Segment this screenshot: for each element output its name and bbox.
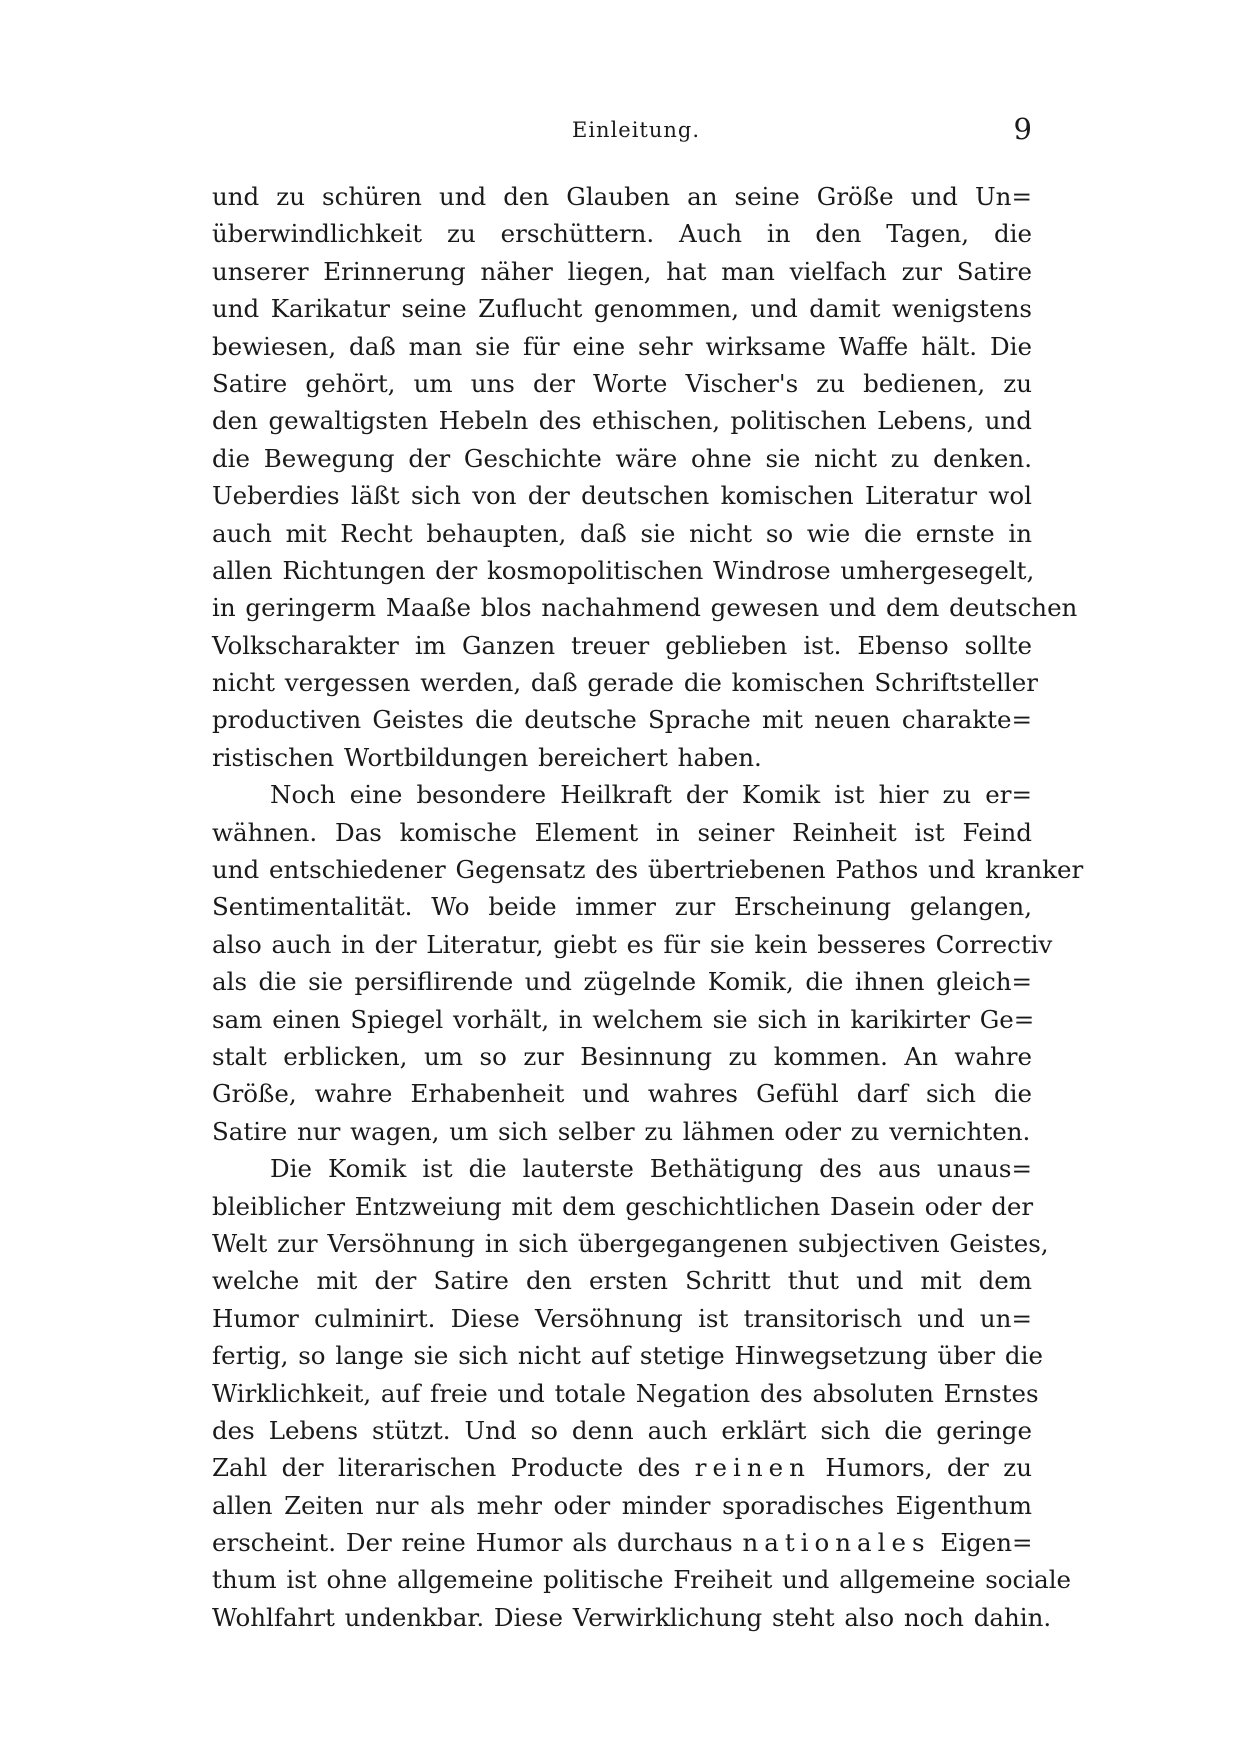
text-line: stalt erblicken, um so zur Besinnung zu kommen. An wahre [212, 1041, 1032, 1071]
text-line [212, 1524, 1032, 1561]
page-number: 9 [1013, 112, 1032, 146]
chapter-title: Einleitung. [572, 118, 701, 142]
text-line: überwindlichkeit zu erschüttern. Auch in den Tagen, die [212, 219, 1032, 249]
emphasized-word: nationales [742, 1528, 931, 1558]
text-run: Zahl der literarischen Producte des [212, 1453, 695, 1483]
text-line: bleiblicher Entzweiung mit dem geschichtlichen Dasein oder der [212, 1191, 1034, 1221]
text-line: thum ist ohne allgemeine politische Freiheit und allgemeine sociale [212, 1565, 1072, 1595]
text-line: bewiesen, daß man sie für eine sehr wirksame Waffe hält. Die [212, 331, 1032, 361]
text-line: unserer Erinnerung näher liegen, hat man vielfach zur Satire [212, 256, 1032, 286]
text-line: auch mit Recht behaupten, daß sie nicht so wie die ernste in [212, 518, 1032, 548]
text-line: Welt zur Versöhnung in sich übergegangenen subjectiven Geistes, [212, 1228, 1049, 1258]
text-line: Größe, wahre Erhabenheit und wahres Gefühl darf sich die [212, 1079, 1032, 1109]
text-line: Satire gehört, um uns der Worte Vischer's zu bedienen, zu [212, 368, 1032, 398]
text-line: Volkscharakter im Ganzen treuer geblieben ist. Ebenso sollte [212, 630, 1032, 660]
text-run: erscheint. Der reine Humor als durchaus [212, 1528, 743, 1558]
text-line: als die sie persiflirende und zügelnde Komik, die ihnen gleich= [212, 967, 1032, 997]
text-line: den gewaltigsten Hebeln des ethischen, politischen Lebens, und [212, 406, 1032, 436]
text-line: in geringerm Maaße blos nachahmend gewesen und dem deutschen [212, 593, 1078, 623]
text-line: ristischen Wortbildungen bereichert haben. [212, 742, 762, 772]
text-line: also auch in der Literatur, giebt es für sie kein besseres Correctiv [212, 929, 1053, 959]
text-line [212, 1449, 1032, 1486]
text-line: allen Zeiten nur als mehr oder minder sporadisches Eigenthum [212, 1490, 1032, 1520]
text-line: Noch eine besondere Heilkraft der Komik ist hier zu er= [270, 780, 1032, 810]
text-line: Die Komik ist die lauterste Bethätigung des aus unaus= [270, 1154, 1032, 1184]
text-line: sam einen Spiegel vorhält, in welchem sie sich in karikirter Ge= [212, 1004, 1035, 1034]
text-line: nicht vergessen werden, daß gerade die komischen Schriftsteller [212, 668, 1038, 698]
text-run: Eigen= [930, 1528, 1033, 1558]
text-line: Sentimentalität. Wo beide immer zur Erscheinung gelangen, [212, 892, 1032, 922]
text-line: wähnen. Das komische Element in seiner Reinheit ist Feind [212, 817, 1032, 847]
text-line: des Lebens stützt. Und so denn auch erklärt sich die geringe [212, 1415, 1032, 1445]
text-line: allen Richtungen der kosmopolitischen Windrose umhergesegelt, [212, 555, 1035, 585]
text-line: und entschiedener Gegensatz des übertriebenen Pathos und kranker [212, 855, 1084, 885]
text-line: die Bewegung der Geschichte wäre ohne sie nicht zu denken. [212, 443, 1032, 473]
text-line: Ueberdies läßt sich von der deutschen komischen Literatur wol [212, 481, 1032, 511]
text-line: fertig, so lange sie sich nicht auf stetige Hinwegsetzung über die [212, 1341, 1043, 1371]
text-line: Wirklichkeit, auf freie und totale Negation des absoluten Ernstes [212, 1378, 1039, 1408]
body-text [212, 178, 1084, 1636]
running-header [212, 112, 1032, 152]
text-line: und Karikatur seine Zuflucht genommen, und damit wenigstens [212, 294, 1032, 324]
emphasized-word: reinen [694, 1453, 811, 1483]
text-line: welche mit der Satire den ersten Schritt thut und mit dem [212, 1266, 1032, 1296]
text-line: Humor culminirt. Diese Versöhnung ist transitorisch und un= [212, 1303, 1032, 1333]
text-line: Wohlfahrt undenkbar. Diese Verwirklichung steht also noch dahin. [212, 1602, 1052, 1632]
text-line: und zu schüren und den Glauben an seine Größe und Un= [212, 182, 1032, 211]
text-line: productiven Geistes die deutsche Sprache mit neuen charakte= [212, 705, 1032, 735]
text-line: Satire nur wagen, um sich selber zu lähmen oder zu vernichten. [212, 1116, 1031, 1146]
text-run: Humors, der zu [810, 1453, 1032, 1483]
